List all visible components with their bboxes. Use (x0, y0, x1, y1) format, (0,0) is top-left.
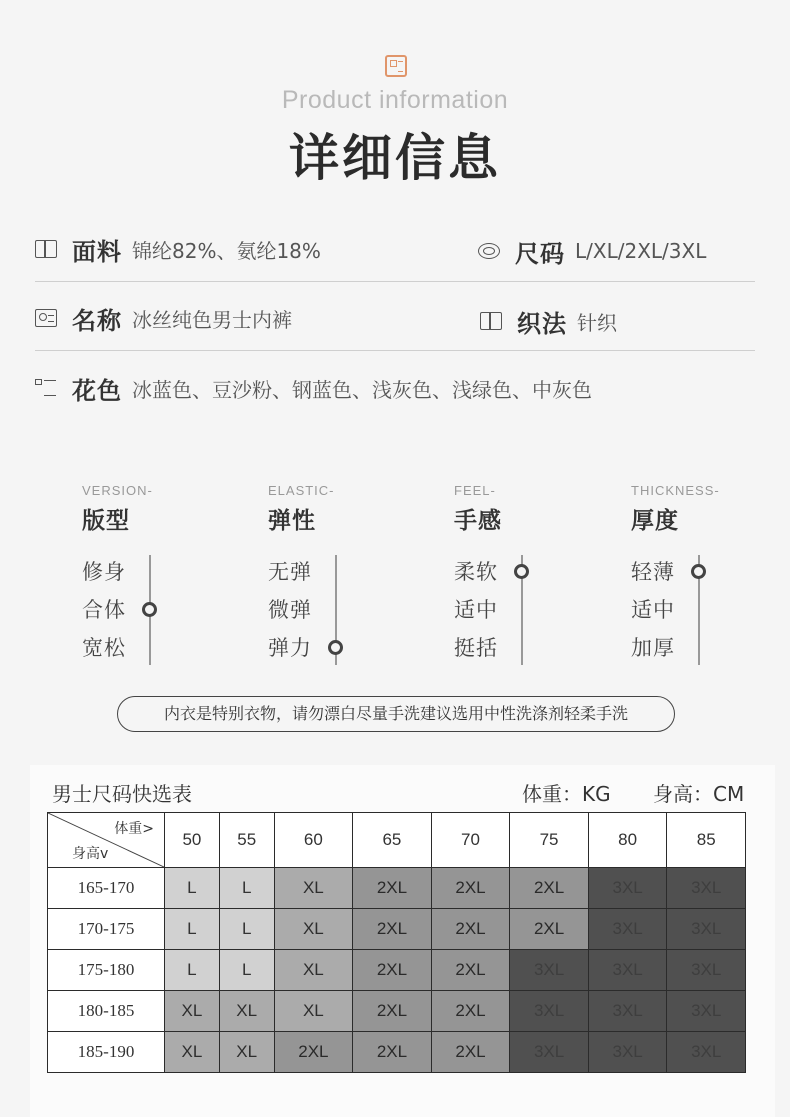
size-cell: 3XL (588, 868, 667, 909)
size-cell: 3XL (667, 1032, 746, 1073)
attr-cn-label: 版型 (82, 508, 130, 534)
size-cell: 3XL (588, 1032, 667, 1073)
table-row (48, 950, 746, 991)
attr-elastic (268, 483, 438, 667)
care-notice: 内衣是特别衣物，请勿漂白尽量手洗建议选用中性洗涤剂轻柔手洗 (117, 696, 675, 732)
attr-cn-label: 手感 (454, 508, 502, 534)
knit-value: 针织 (577, 310, 617, 335)
size-cell: L (219, 909, 274, 950)
attr-thickness (631, 483, 790, 667)
size-cell: XL (165, 1032, 220, 1073)
fabric-value: 锦纶82%、氨纶18% (132, 238, 321, 263)
attr-selected-dot (691, 564, 706, 579)
attr-cn-label: 弹性 (268, 508, 316, 534)
size-label: 尺码 (515, 239, 565, 268)
attr-option: 适中 (454, 598, 498, 622)
size-cell: 3XL (510, 950, 589, 991)
attr-option: 加厚 (631, 636, 675, 660)
size-cell: 3XL (588, 909, 667, 950)
attr-feel (454, 483, 624, 667)
name-label: 名称 (72, 306, 122, 335)
size-table-corner (48, 813, 165, 868)
size-cell: 2XL (431, 950, 510, 991)
attr-options (268, 553, 438, 667)
attr-selected-dot (142, 602, 157, 617)
table-row (48, 909, 746, 950)
size-cell: L (165, 909, 220, 950)
knit-label: 织法 (517, 309, 567, 338)
size-cell: L (165, 868, 220, 909)
size-cell: 3XL (510, 991, 589, 1032)
size-cell: 3XL (667, 868, 746, 909)
size-table-body (48, 868, 746, 1073)
size-cell: 2XL (431, 1032, 510, 1073)
attr-en-label: THICKNESS- (631, 483, 720, 498)
tape-measure-icon (478, 243, 500, 259)
size-cell: 2XL (510, 868, 589, 909)
attr-en-label: VERSION- (82, 483, 153, 498)
attr-option: 修身 (82, 560, 126, 584)
size-cell: L (165, 950, 220, 991)
attr-option: 适中 (631, 598, 675, 622)
size-chart-title: 男士尺码快选表 (52, 782, 192, 806)
size-cell: 3XL (588, 950, 667, 991)
size-cell: XL (274, 950, 353, 991)
size-cell: 2XL (353, 1032, 432, 1073)
size-cell: XL (274, 991, 353, 1032)
divider (35, 281, 755, 282)
info-size (478, 231, 706, 271)
size-cell: 2XL (431, 909, 510, 950)
attr-version (82, 483, 252, 667)
corner-weight-label: 体重> (114, 821, 154, 837)
attr-options (454, 553, 624, 667)
weight-header: 60 (274, 813, 353, 868)
attr-option: 无弹 (268, 560, 312, 584)
size-table (47, 812, 746, 1073)
weight-header: 70 (431, 813, 510, 868)
attr-en-label: ELASTIC- (268, 483, 335, 498)
size-cell: 2XL (353, 991, 432, 1032)
size-cell: 2XL (431, 991, 510, 1032)
attr-option: 柔软 (454, 560, 498, 584)
size-value: L/XL/2XL/3XL (575, 239, 707, 263)
corner-height-label: 身高v (72, 846, 109, 862)
book-icon (35, 240, 57, 258)
info-name (35, 298, 292, 338)
size-cell: 2XL (353, 909, 432, 950)
table-row (48, 1032, 746, 1073)
attr-option: 宽松 (82, 636, 126, 660)
info-knit (480, 301, 617, 341)
attr-options (82, 553, 252, 667)
size-cell: L (219, 868, 274, 909)
size-cell: 2XL (431, 868, 510, 909)
height-unit: 身高：CM (652, 782, 745, 806)
info-colors (35, 368, 592, 408)
weight-header: 65 (353, 813, 432, 868)
fabric-label: 面料 (72, 237, 122, 266)
attr-selected-dot (514, 564, 529, 579)
attr-en-label: FEEL- (454, 483, 496, 498)
checklist-icon (35, 378, 57, 398)
size-cell: XL (165, 991, 220, 1032)
weight-header: 55 (219, 813, 274, 868)
book-icon (480, 312, 502, 330)
size-cell: 3XL (667, 909, 746, 950)
weight-header: 85 (667, 813, 746, 868)
height-header: 175-180 (48, 950, 165, 991)
table-row (48, 991, 746, 1032)
size-cell: 3XL (510, 1032, 589, 1073)
weight-header: 75 (510, 813, 589, 868)
header-title: 详细信息 (289, 129, 501, 187)
size-cell: XL (219, 991, 274, 1032)
table-row (48, 868, 746, 909)
colors-label: 花色 (72, 376, 122, 405)
attr-option: 合体 (82, 598, 126, 622)
attr-option: 挺括 (454, 636, 498, 660)
size-cell: XL (274, 868, 353, 909)
attr-selected-dot (328, 640, 343, 655)
info-fabric (35, 229, 321, 269)
attr-option: 弹力 (268, 636, 312, 660)
size-cell: L (219, 950, 274, 991)
weight-header: 80 (588, 813, 667, 868)
attr-cn-label: 厚度 (631, 508, 679, 534)
height-header: 170-175 (48, 909, 165, 950)
height-header: 180-185 (48, 991, 165, 1032)
size-cell: 3XL (667, 991, 746, 1032)
size-cell: XL (219, 1032, 274, 1073)
size-cell: 2XL (353, 950, 432, 991)
name-value: 冰丝纯色男士内裤 (132, 307, 292, 332)
product-info-icon (385, 55, 407, 77)
size-chart-units (522, 778, 744, 807)
height-header: 185-190 (48, 1032, 165, 1073)
attr-option: 微弹 (268, 598, 312, 622)
attr-option: 轻薄 (631, 560, 675, 584)
weight-unit: 体重：KG (522, 782, 611, 806)
height-header: 165-170 (48, 868, 165, 909)
header-subtitle: Product information (281, 86, 509, 114)
weight-header: 50 (165, 813, 220, 868)
size-cell: 2XL (274, 1032, 353, 1073)
id-card-icon (35, 309, 57, 327)
size-cell: 2XL (353, 868, 432, 909)
size-cell: 2XL (510, 909, 589, 950)
size-table-header-row (48, 813, 746, 868)
size-cell: 3XL (588, 991, 667, 1032)
colors-value: 冰蓝色、豆沙粉、钢蓝色、浅灰色、浅绿色、中灰色 (132, 377, 592, 402)
size-cell: 3XL (667, 950, 746, 991)
divider (35, 350, 755, 351)
attr-options (631, 553, 790, 667)
size-cell: XL (274, 909, 353, 950)
